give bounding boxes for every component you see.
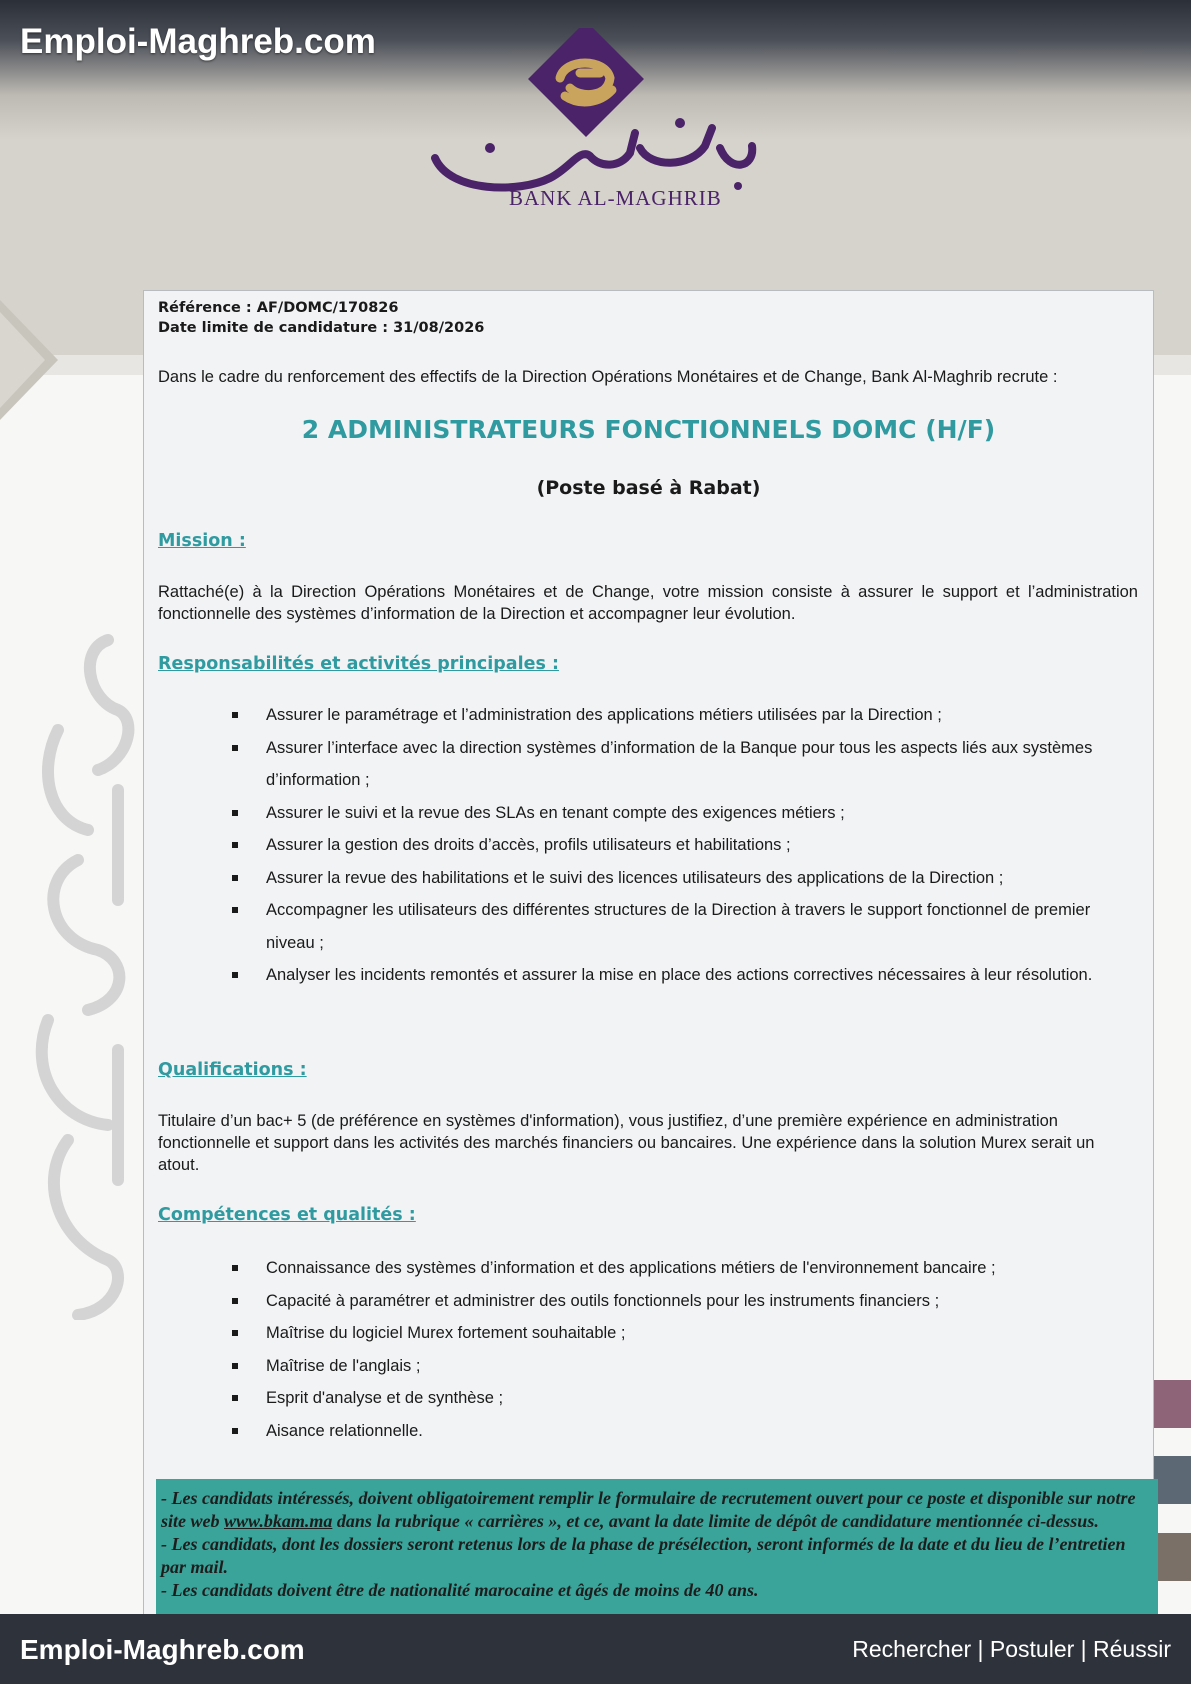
qualifications-heading: Qualifications : [158, 1060, 307, 1080]
list-item: Assurer la gestion des droits d’accès, profils utilisateurs et habilitations ; [232, 829, 1112, 862]
right-tab-2 [1154, 1456, 1191, 1504]
notice-line-2: - Les candidats, dont les dossiers seront retenus lors de la phase de présélection, seront informés de la date et du lieu de l’entretien par mail. [161, 1534, 1126, 1577]
footer-links[interactable]: Rechercher | Postuler | Réussir [852, 1636, 1171, 1662]
list-item: Connaissance des systèmes d’information et des applications métiers de l'environnement bancaire ; [232, 1252, 1112, 1285]
qualifications-text: Titulaire d’un bac+ 5 (de préférence en systèmes d'information), vous justifiez, d’une première expérience en administration fonctionnelle et support dans les activités des marchés financiers ou bancaires. Une expérience dans la solution Murex serait un atout. [158, 1112, 1095, 1174]
list-item: Analyser les incidents remontés et assurer la mise en place des actions correctives nécessaires à leur résolution. [232, 959, 1112, 992]
deadline: Date limite de candidature : 31/08/2026 [158, 320, 485, 336]
right-tab-3 [1154, 1533, 1191, 1581]
notice-line-1b: dans la rubrique « carrières », et ce, avant la date limite de dépôt de candidature mentionnée ci-dessus. [332, 1511, 1099, 1531]
mission-text: Rattaché(e) à la Direction Opérations Monétaires et de Change, votre mission consiste à assurer le support et l’administration fonctionnelle des systèmes d’information de la Direction et accompagner leur évolution. [158, 583, 1138, 623]
application-notice [156, 1479, 1158, 1619]
intro-text: Dans le cadre du renforcement des effectifs de la Direction Opérations Monétaires et de Change, Bank Al-Maghrib recrute : [158, 368, 1058, 386]
skills-list [232, 1252, 1112, 1447]
list-item: Maîtrise du logiciel Murex fortement souhaitable ; [232, 1317, 1112, 1350]
responsibilities-list [232, 699, 1112, 992]
bkam-website-link[interactable]: www.bkam.ma [224, 1511, 333, 1531]
footer-brand[interactable]: Emploi-Maghreb.com [20, 1634, 305, 1665]
site-brand-top[interactable]: Emploi-Maghreb.com [20, 22, 376, 61]
responsibilities-heading: Responsabilités et activités principales : [158, 654, 559, 674]
list-item: Assurer le paramétrage et l’administration des applications métiers utilisées par la Direction ; [232, 699, 1112, 732]
logo-latin-text: BANK AL-MAGHRIB [509, 186, 722, 210]
watermark-calligraphy [18, 620, 148, 1320]
list-item: Aisance relationnelle. [232, 1415, 1112, 1448]
logo-dot-1 [485, 143, 495, 153]
list-item: Assurer la revue des habilitations et le suivi des licences utilisateurs des applications de la Direction ; [232, 862, 1112, 895]
logo-diamond [528, 28, 644, 137]
list-item: Esprit d'analyse et de synthèse ; [232, 1382, 1112, 1415]
list-item: Capacité à paramétrer et administrer des outils fonctionnels pour les instruments financiers ; [232, 1285, 1112, 1318]
logo-arabic-script [435, 128, 752, 188]
right-tab-1 [1154, 1380, 1191, 1428]
notice-line-1a: - Les candidats intéressés, doivent obligatoirement remplir le formulaire de recrutement ouvert pour ce poste et disponible sur notre site web [161, 1488, 1136, 1531]
logo-dot-2 [675, 118, 685, 128]
notice-line-3: - Les candidats doivent être de nationalité marocaine et âgés de moins de 40 ans. [161, 1580, 759, 1600]
list-item: Accompagner les utilisateurs des différentes structures de la Direction à travers le support fonctionnel de premier niveau ; [232, 894, 1112, 959]
logo-diamond-shape [528, 28, 644, 137]
list-item: Assurer le suivi et la revue des SLAs en tenant compte des exigences métiers ; [232, 797, 1112, 830]
reference: Référence : AF/DOMC/170826 [158, 300, 399, 316]
skills-heading: Compétences et qualités : [158, 1205, 416, 1225]
list-item: Maîtrise de l'anglais ; [232, 1350, 1112, 1383]
logo-dot-3 [734, 182, 742, 190]
mission-heading: Mission : [158, 531, 246, 551]
list-item: Assurer l’interface avec la direction systèmes d’information de la Banque pour tous les aspects liés aux systèmes d’information ; [232, 732, 1112, 797]
job-title: 2 ADMINISTRATEURS FONCTIONNELS DOMC (H/F) [301, 415, 996, 444]
job-location: (Poste basé à Rabat) [536, 477, 761, 499]
left-arrow-decoration-inner [0, 312, 45, 408]
